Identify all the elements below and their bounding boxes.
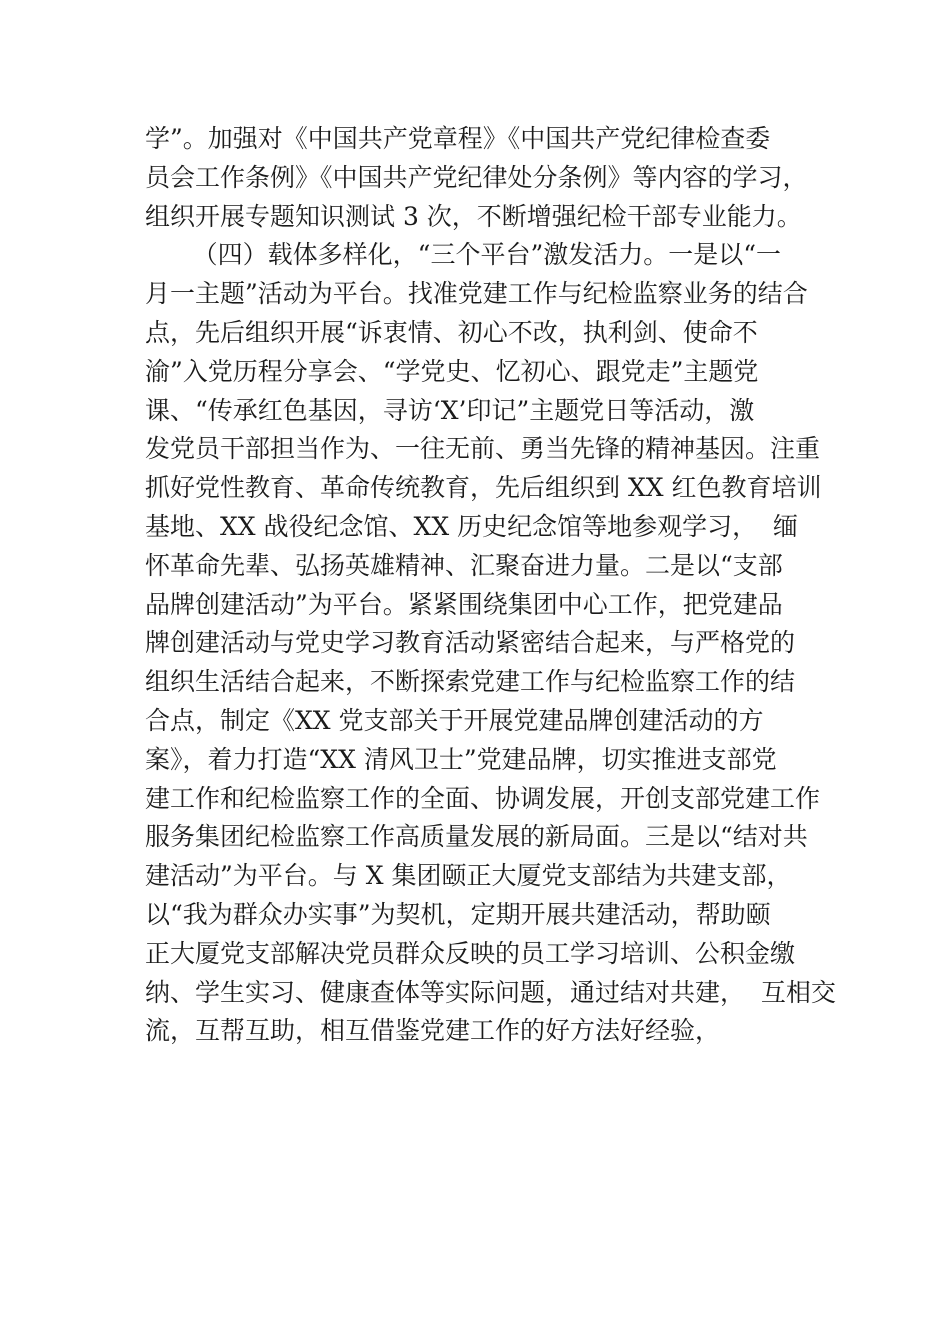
text-line: 课、“传承红色基因，寻访‘X’印记”主题党日等活动，激 <box>145 395 755 425</box>
text-line: 月一主题”活动为平台。找准党建工作与纪检监察业务的结合 <box>145 279 808 309</box>
paragraph-start-line: （四）载体多样化，“三个平台”激发活力。一是以“一 <box>145 240 782 270</box>
text-line: 合点，制定《XX 党支部关于开展党建品牌创建活动的方 <box>145 705 764 735</box>
text-line: 建工作和纪检监察工作的全面、协调发展，开创支部党建工作 <box>145 783 821 813</box>
text-line: 纳、学生实习、健康查体等实际问题，通过结对共建， 互相交 <box>145 977 836 1007</box>
text-line: 点，先后组织开展“诉衷情、初心不改，执利剑、使命不 <box>145 317 758 347</box>
text-line: 渝”入党历程分享会、“学党史、忆初心、跟党走”主题党 <box>145 356 759 386</box>
text-line: 基地、XX 战役纪念馆、XX 历史纪念馆等地参观学习， 缅 <box>145 511 798 541</box>
text-line: 正大厦党支部解决党员群众反映的员工学习培训、公积金缴 <box>145 938 796 968</box>
text-line: 抓好党性教育、革命传统教育，先后组织到 XX 红色教育培训 <box>145 473 822 503</box>
text-line: 服务集团纪检监察工作高质量发展的新局面。三是以“结对共 <box>145 822 808 852</box>
text-line: 员会工作条例》《中国共产党纪律处分条例》等内容的学习， <box>145 162 808 192</box>
text-line: 组织生活结合起来，不断探索党建工作与纪检监察工作的结 <box>145 667 796 697</box>
text-line: 发党员干部担当作为、一往无前、勇当先锋的精神基因。注重 <box>145 434 821 464</box>
text-line: 品牌创建活动”为平台。紧紧围绕集团中心工作，把党建品 <box>145 589 783 619</box>
text-line: 流，互帮互助，相互借鉴党建工作的好方法好经验， <box>145 1016 721 1046</box>
text-line: 建活动”为平台。与 X 集团颐正大厦党支部结为共建支部， <box>145 861 792 891</box>
text-line: 牌创建活动与党史学习教育活动紧密结合起来，与严格党的 <box>145 628 796 658</box>
text-line: 学”。加强对《中国共产党章程》《中国共产党纪律检查委 <box>145 124 771 153</box>
text-line: 怀革命先辈、弘扬英雄精神、汇聚奋进力量。二是以“支部 <box>145 550 783 580</box>
text-line: 以“我为群众办实事”为契机，定期开展共建活动，帮助颐 <box>145 899 771 929</box>
text-line: 案》，着力打造“XX 清风卫士”党建品牌，切实推进支部党 <box>145 744 777 774</box>
text-line: 组织开展专题知识测试 3 次，不断增强纪检干部专业能力。 <box>145 201 802 231</box>
body-text <box>145 120 836 1051</box>
